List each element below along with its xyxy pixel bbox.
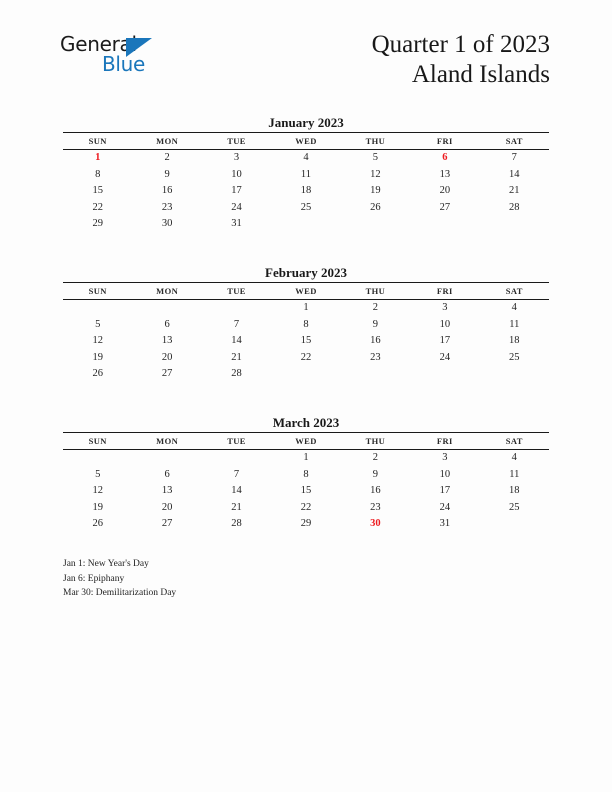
day-cell[interactable]: 18 bbox=[509, 335, 520, 346]
day-cell[interactable]: 4 bbox=[511, 452, 517, 463]
day-cell[interactable]: 2 bbox=[372, 452, 379, 463]
weekday-header-cell: MON bbox=[132, 283, 201, 300]
day-cell[interactable]: 24 bbox=[439, 501, 451, 513]
day-cell-empty bbox=[410, 383, 479, 400]
day-cell[interactable]: 25 bbox=[509, 501, 520, 513]
day-cell[interactable]: 14 bbox=[509, 168, 520, 180]
day-cell[interactable]: 19 bbox=[370, 185, 381, 196]
day-cell[interactable]: 9 bbox=[372, 468, 379, 480]
week-row bbox=[63, 216, 549, 233]
weekday-header-cell: MON bbox=[132, 133, 201, 150]
day-cell[interactable]: 25 bbox=[509, 351, 520, 363]
day-cell[interactable]: 17 bbox=[439, 335, 451, 346]
day-cell[interactable]: 2 bbox=[372, 302, 379, 313]
day-cell[interactable]: 1 bbox=[303, 302, 309, 313]
day-cell[interactable]: 17 bbox=[231, 185, 242, 196]
weekday-header-row bbox=[63, 283, 549, 300]
day-cell[interactable]: 12 bbox=[92, 335, 103, 346]
weekday-header-cell: FRI bbox=[410, 283, 479, 300]
day-cell-empty bbox=[202, 233, 271, 250]
day-cell-empty bbox=[63, 300, 132, 317]
day-cell[interactable]: 22 bbox=[300, 501, 312, 513]
day-cell-empty bbox=[202, 533, 271, 550]
day-cell-empty bbox=[63, 383, 132, 400]
weekday-header-row bbox=[63, 133, 549, 150]
day-cell[interactable]: 28 bbox=[509, 201, 520, 213]
day-cell[interactable]: 19 bbox=[92, 501, 103, 513]
week-row bbox=[63, 200, 549, 217]
day-cell-empty bbox=[480, 383, 549, 400]
day-cell[interactable]: 16 bbox=[161, 185, 173, 196]
day-cell-empty bbox=[341, 533, 410, 550]
day-cell-empty bbox=[480, 216, 549, 233]
weekday-header-cell: WED bbox=[271, 433, 340, 450]
day-cell-empty bbox=[341, 216, 410, 233]
weekday-header-cell: MON bbox=[132, 433, 201, 450]
day-cell[interactable]: 17 bbox=[439, 485, 451, 496]
month-block bbox=[63, 263, 549, 399]
day-cell[interactable]: 9 bbox=[164, 168, 170, 180]
day-cell-empty bbox=[132, 533, 201, 550]
page-title bbox=[372, 30, 550, 90]
day-cell-empty bbox=[341, 383, 410, 400]
month-block bbox=[63, 413, 549, 549]
weekday-header-cell: SAT bbox=[480, 433, 549, 450]
day-cell[interactable]: 7 bbox=[511, 152, 517, 163]
day-cell-empty bbox=[271, 216, 340, 233]
day-cell[interactable]: 28 bbox=[231, 518, 242, 529]
day-cell[interactable]: 13 bbox=[439, 168, 451, 180]
logo-blue-text: Blue bbox=[102, 52, 146, 76]
day-cell[interactable]: 14 bbox=[231, 335, 242, 346]
day-cell[interactable]: 20 bbox=[439, 185, 451, 196]
day-cell[interactable]: 15 bbox=[300, 335, 312, 346]
day-cell[interactable]: 13 bbox=[161, 335, 173, 346]
week-row bbox=[63, 366, 549, 383]
week-row bbox=[63, 533, 549, 550]
weekday-header-cell: SUN bbox=[63, 283, 132, 300]
day-cell-empty bbox=[132, 450, 201, 467]
day-cell-holiday[interactable]: 1 bbox=[95, 152, 101, 163]
day-cell-empty bbox=[63, 450, 132, 467]
week-row bbox=[63, 483, 549, 500]
week-row bbox=[63, 317, 549, 334]
week-row bbox=[63, 450, 549, 467]
page-header bbox=[0, 0, 612, 104]
month-block bbox=[63, 113, 549, 249]
weekday-header-cell: SUN bbox=[63, 433, 132, 450]
day-cell[interactable]: 25 bbox=[300, 201, 312, 213]
holiday-legend-item: Mar 30: Demilitarization Day bbox=[63, 588, 177, 599]
day-cell-empty bbox=[63, 533, 132, 550]
month-title: January 2023 bbox=[268, 115, 344, 130]
day-cell[interactable]: 22 bbox=[92, 201, 103, 213]
day-cell[interactable]: 29 bbox=[300, 518, 312, 529]
general-blue-logo[interactable] bbox=[60, 34, 240, 82]
day-cell[interactable]: 31 bbox=[231, 218, 242, 229]
day-cell-holiday[interactable]: 6 bbox=[442, 152, 448, 163]
day-cell[interactable]: 8 bbox=[95, 168, 101, 180]
day-cell[interactable]: 21 bbox=[231, 501, 242, 513]
day-cell[interactable]: 15 bbox=[300, 485, 312, 496]
weekday-header-cell: TUE bbox=[202, 133, 271, 150]
day-cell[interactable]: 6 bbox=[164, 468, 170, 480]
weekday-header-cell: TUE bbox=[202, 433, 271, 450]
day-cell[interactable]: 8 bbox=[303, 318, 309, 330]
weekday-header-cell: THU bbox=[341, 133, 410, 150]
week-row bbox=[63, 167, 549, 184]
day-cell-empty bbox=[271, 383, 340, 400]
day-cell[interactable]: 30 bbox=[161, 218, 173, 229]
day-cell[interactable]: 12 bbox=[92, 485, 103, 496]
week-row bbox=[63, 233, 549, 250]
week-row bbox=[63, 183, 549, 200]
day-cell[interactable]: 21 bbox=[231, 351, 242, 363]
weekday-header-cell: WED bbox=[271, 133, 340, 150]
day-cell-empty bbox=[341, 233, 410, 250]
month-title: February 2023 bbox=[265, 265, 347, 280]
day-cell-empty bbox=[271, 533, 340, 550]
day-cell[interactable]: 8 bbox=[303, 468, 309, 480]
day-cell[interactable]: 4 bbox=[511, 302, 517, 313]
day-cell[interactable]: 9 bbox=[372, 318, 379, 330]
day-cell[interactable]: 23 bbox=[370, 351, 381, 363]
logo-general-text: General bbox=[60, 32, 137, 56]
weekday-header-cell: WED bbox=[271, 283, 340, 300]
day-cell[interactable]: 4 bbox=[303, 152, 309, 163]
day-cell[interactable]: 22 bbox=[300, 351, 312, 363]
day-cell[interactable]: 6 bbox=[164, 318, 170, 330]
weekday-header-cell: THU bbox=[341, 283, 410, 300]
month-title: March 2023 bbox=[272, 415, 340, 430]
day-cell-holiday[interactable]: 30 bbox=[370, 518, 381, 529]
weekday-header-row bbox=[63, 433, 549, 450]
day-cell[interactable]: 27 bbox=[161, 518, 173, 529]
quarter-title: Quarter 1 of 2023 bbox=[371, 31, 550, 58]
day-cell[interactable]: 26 bbox=[92, 518, 103, 529]
day-cell-empty bbox=[271, 233, 340, 250]
day-cell[interactable]: 28 bbox=[231, 368, 242, 379]
day-cell[interactable]: 18 bbox=[509, 485, 520, 496]
day-cell[interactable]: 5 bbox=[95, 468, 101, 480]
day-cell[interactable]: 10 bbox=[231, 168, 242, 180]
week-row bbox=[63, 333, 549, 350]
day-cell-empty bbox=[410, 533, 479, 550]
day-cell[interactable]: 3 bbox=[233, 152, 240, 163]
day-cell[interactable]: 7 bbox=[233, 468, 240, 480]
day-cell[interactable]: 24 bbox=[231, 201, 242, 213]
weekday-header-cell: FRI bbox=[410, 133, 479, 150]
day-cell[interactable]: 29 bbox=[92, 218, 103, 229]
weekday-header-cell: TUE bbox=[202, 283, 271, 300]
day-cell[interactable]: 1 bbox=[303, 452, 309, 463]
location-title: Aland Islands bbox=[411, 61, 550, 88]
day-cell-empty bbox=[341, 366, 410, 383]
day-cell-empty bbox=[132, 383, 201, 400]
holiday-legend-item: Jan 6: Epiphany bbox=[63, 573, 125, 584]
day-cell[interactable]: 24 bbox=[439, 351, 451, 363]
weekday-header-cell: SAT bbox=[480, 133, 549, 150]
day-cell[interactable]: 11 bbox=[509, 468, 520, 480]
day-cell[interactable]: 27 bbox=[161, 368, 173, 379]
day-cell[interactable]: 21 bbox=[509, 185, 520, 196]
day-cell[interactable]: 26 bbox=[370, 201, 381, 213]
week-row bbox=[63, 300, 549, 317]
day-cell[interactable]: 13 bbox=[161, 485, 173, 496]
day-cell[interactable]: 15 bbox=[92, 185, 103, 196]
day-cell-empty bbox=[410, 233, 479, 250]
day-cell[interactable]: 11 bbox=[300, 168, 312, 180]
day-cell[interactable]: 3 bbox=[442, 302, 448, 313]
week-row bbox=[63, 516, 549, 533]
month-calendar-table bbox=[63, 132, 549, 249]
weekday-header-cell: THU bbox=[341, 433, 410, 450]
weekday-header-cell: SUN bbox=[63, 133, 132, 150]
day-cell[interactable]: 14 bbox=[231, 485, 242, 496]
day-cell-empty bbox=[63, 233, 132, 250]
day-cell[interactable]: 12 bbox=[370, 168, 381, 180]
weekday-header-cell: FRI bbox=[410, 433, 479, 450]
day-cell[interactable]: 26 bbox=[92, 368, 103, 379]
day-cell[interactable]: 23 bbox=[370, 501, 381, 513]
day-cell[interactable]: 16 bbox=[370, 335, 381, 346]
day-cell[interactable]: 10 bbox=[439, 468, 451, 480]
holiday-legend bbox=[63, 557, 463, 601]
day-cell[interactable]: 20 bbox=[161, 351, 173, 363]
week-row bbox=[63, 467, 549, 484]
day-cell[interactable]: 16 bbox=[370, 485, 381, 496]
day-cell[interactable]: 19 bbox=[92, 351, 103, 363]
day-cell[interactable]: 7 bbox=[233, 318, 240, 330]
week-row bbox=[63, 150, 549, 167]
weekday-header-cell: SAT bbox=[480, 283, 549, 300]
day-cell-empty bbox=[202, 383, 271, 400]
week-row bbox=[63, 350, 549, 367]
week-row bbox=[63, 383, 549, 400]
day-cell[interactable]: 27 bbox=[439, 201, 451, 213]
day-cell-empty bbox=[271, 366, 340, 383]
day-cell[interactable]: 5 bbox=[95, 318, 101, 330]
day-cell[interactable]: 20 bbox=[161, 501, 173, 513]
day-cell-empty bbox=[410, 216, 479, 233]
day-cell-empty bbox=[480, 516, 549, 533]
day-cell[interactable]: 5 bbox=[372, 152, 379, 163]
day-cell-empty bbox=[132, 300, 201, 317]
day-cell-empty bbox=[202, 450, 271, 467]
day-cell[interactable]: 3 bbox=[442, 452, 448, 463]
day-cell[interactable]: 11 bbox=[509, 318, 520, 330]
day-cell-empty bbox=[132, 233, 201, 250]
day-cell-empty bbox=[410, 366, 479, 383]
holiday-legend-item: Jan 1: New Year's Day bbox=[63, 559, 149, 569]
day-cell[interactable]: 18 bbox=[300, 185, 312, 196]
day-cell-empty bbox=[480, 366, 549, 383]
week-row bbox=[63, 500, 549, 517]
day-cell[interactable]: 2 bbox=[164, 152, 170, 163]
day-cell[interactable]: 23 bbox=[161, 201, 173, 213]
day-cell-empty bbox=[202, 300, 271, 317]
month-calendar-table bbox=[63, 432, 549, 549]
day-cell-empty bbox=[480, 233, 549, 250]
month-calendar-table bbox=[63, 282, 549, 399]
day-cell[interactable]: 31 bbox=[439, 518, 451, 529]
day-cell-empty bbox=[480, 533, 549, 550]
day-cell[interactable]: 10 bbox=[439, 318, 451, 330]
